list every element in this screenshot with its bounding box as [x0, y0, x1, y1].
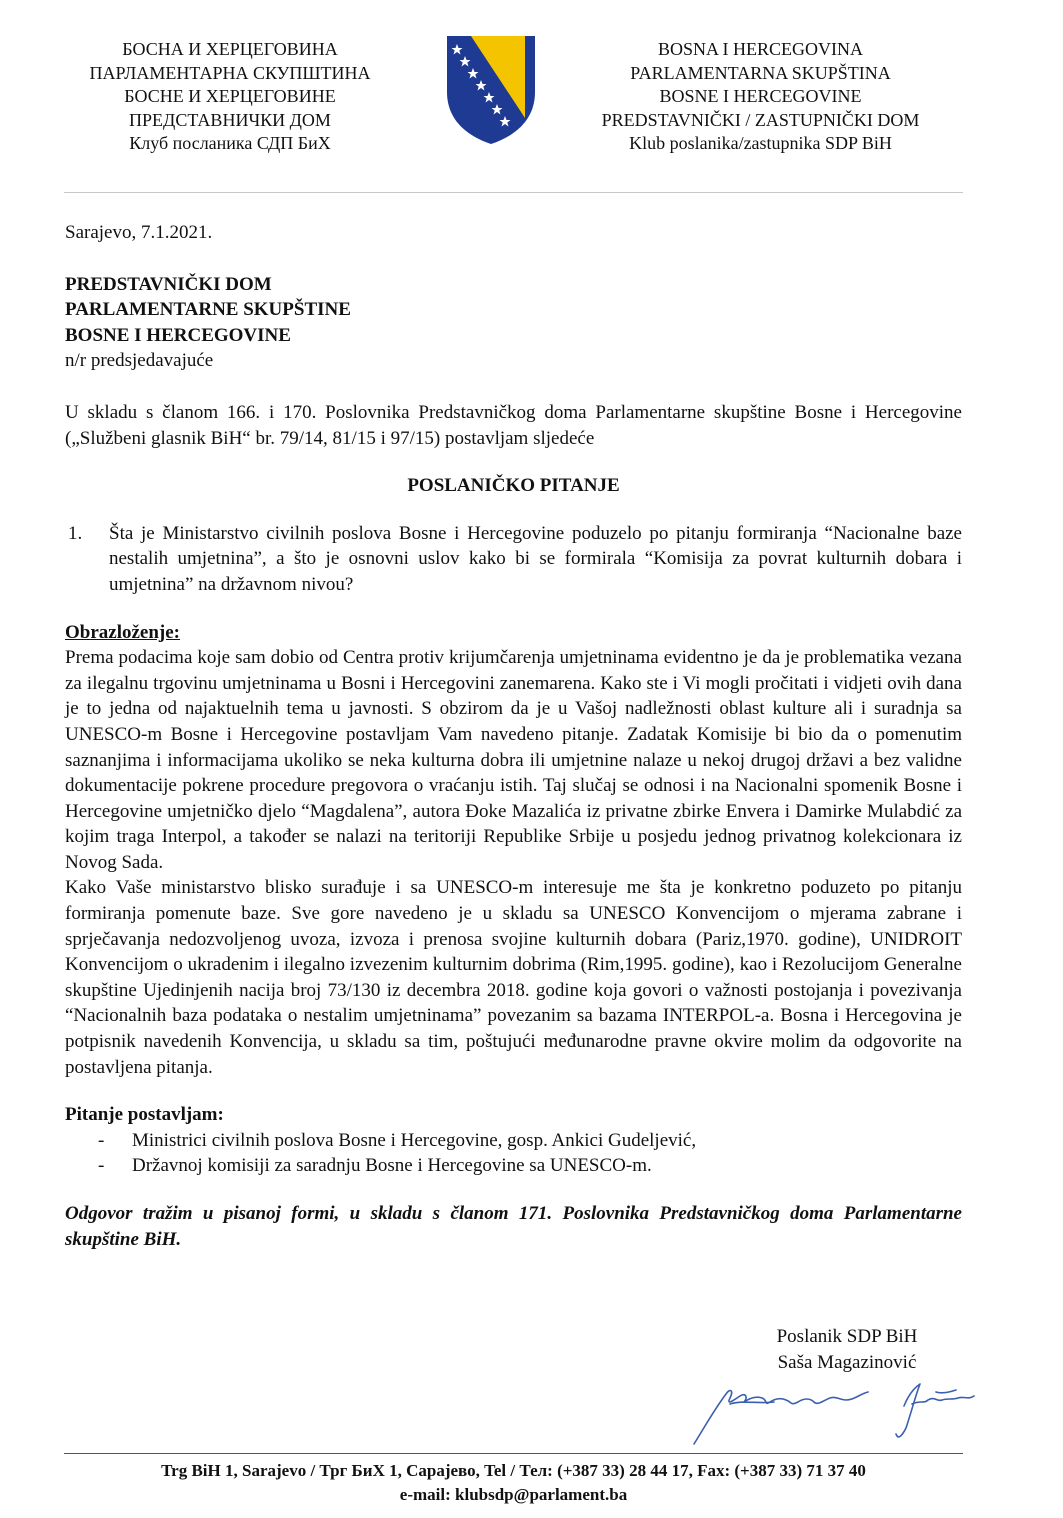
explanation-paragraph: Prema podacima koje sam dobio od Centra protiv krijumčarenja umjetninama evidentno je da je problematika vezana za ilegalnu trgovinu umjetninama u Bosni i Hercegovini zanemarena. Kako ste i Vi mogli pročitati i vidjeti ovih dana je to jedna od najaktuelnih tema u javnosti. S obzirom da je u Vašoj nadležnosti oblast kulture ali i suradnja sa UNESCO-m Bosne i Hercegovine postavljam Vam navedeno pitanje. Zadatak Komisije bi bio da o pomenutim saznanjima i informacijama ukoliko se neka kulturna dobra ili umjetnine nalaze u nekoj drugoj državi a bez validne dokumentacije pokrene procedure pregovora o vraćanju istih. Taj slučaj se odnosi i na Nacionalni spomenik Bosne i Hercegovine umjetničko djelo “Magdalena”, autora Đoke Mazalića iz privatne zbirke Envera i Damirke Mulabdić za kojim traga Interpol, a također se nalazi na teritoriji Republike Srbije u posjedu jednog privatnog kolekcionara iz Novog Sada.	[65, 647, 962, 873]
document-heading: POSLANIČKO PITANJE	[407, 475, 620, 497]
header-left-line: Клуб посланика СДП БиХ	[129, 133, 331, 153]
header-right-line: BOSNE I HERCEGOVINE	[659, 86, 862, 106]
header-left-line: ПРЕДСТАВНИЧКИ ДОМ	[129, 109, 331, 130]
header-left-cyrillic	[60, 38, 400, 156]
letter-body	[65, 220, 962, 1252]
recipients-list	[65, 1128, 962, 1179]
closing-statement: Odgovor tražim u pisanoj formi, u skladu s članom 171. Poslovnika Predstavničkog doma Parlamentarne skupštine BiH.	[65, 1203, 962, 1250]
recipient-text: Ministrici civilnih poslova Bosne i Hercegovine, gosp. Ankici Gudeljević,	[132, 1129, 697, 1151]
header-divider	[64, 192, 963, 193]
addressee-line: PREDSTAVNIČKI DOM	[65, 273, 272, 295]
signatory-name: Saša Magazinović	[777, 1351, 917, 1373]
explanation-title: Obrazloženje:	[65, 621, 181, 643]
header-right-latin	[588, 38, 933, 156]
intro-paragraph: U skladu s članom 166. i 170. Poslovnika Predstavničkog doma Parlamentarne skupštine Bosne i Hercegovine („Službeni glasnik BiH“ br. 79/14, 81/15 i 97/15) postavljam sljedeće	[65, 401, 962, 449]
addressee-line: PARLAMENTARNE SKUPŠTINE	[65, 299, 351, 321]
addressee-attention: n/r predsjedavajuće	[65, 350, 214, 372]
signature-block	[752, 1324, 942, 1375]
header-right-line: PARLAMENTARNA SKUPŠTINA	[630, 62, 891, 83]
header-left-line: БОСНА И ХЕРЦЕГОВИНА	[122, 39, 338, 59]
explanation-paragraph: Kako Vaše ministarstvo blisko surađuje i sa UNESCO-m interesuje me šta je konkretno poduzeto po pitanju formiranja pomenute baze. Sve gore navedeno je u skladu sa UNESCO Konvencijom o mjerama zabrane i sprječavanja nedozvoljenog uvoza, izvoza i prenosa svojine kulturnih dobara (Pariz,1970. godine), UNIDROIT Konvencijom o ukradenim i ilegalno izvezenim kulturnim dobrima (Rim,1995. godine), kao i Rezolucijom Generalne skupštine Ujedinjenih nacija broj 73/130 iz decembra 2018. godine koja govori o važnosti postojanja i povezivanja “Nacionalnih baza podataka o nestalim umjetninama” povezanim sa bazama INTERPOL-a. Bosna i Hercegovina je potpisnik navedenih Konvencija, u skladu sa tim, poštujući međunarodne pravne okvire molim da odgovorite na postavljena pitanja.	[65, 877, 962, 1078]
header-right-line: PREDSTAVNIČKI / ZASTUPNIČKI DOM	[601, 109, 920, 130]
recipient-text: Državnoj komisiji za saradnju Bosne i Hercegovine sa UNESCO-m.	[132, 1155, 652, 1177]
signatory-role: Poslanik SDP BiH	[776, 1326, 918, 1347]
recipients-title: Pitanje postavljam:	[65, 1104, 224, 1126]
question-text: Šta je Ministarstvo civilnih poslova Bosne i Hercegovine poduzelo po pitanju formiranja “Nacionalne baze nestalih umjetnina”, a što je osnovni uslov kako bi se formirala “Komisija za povrat kulturnih dobara i umjetnina” na državnom nivou?	[109, 522, 962, 595]
list-dash: -	[98, 1155, 105, 1177]
header-right-line: Klub poslanika/zastupnika SDP BiH	[629, 133, 892, 153]
handwritten-signature-icon	[690, 1370, 990, 1450]
recipient-item	[65, 1128, 962, 1154]
footer-address: Trg BiH 1, Sarajevo / Трг БиХ 1, Сарајево, Tel / Тел: (+387 33) 28 44 17, Fax: (+387 33) 71 37 40	[161, 1461, 866, 1480]
recipient-item	[65, 1153, 962, 1179]
addressee-block	[65, 272, 962, 374]
footer-divider	[64, 1453, 963, 1454]
coat-of-arms-icon	[445, 34, 537, 146]
question-item	[65, 521, 962, 598]
header-left-line: ПАРЛАМЕНТАРНА СКУПШТИНА	[89, 62, 371, 83]
header-left-line: БОСНЕ И ХЕРЦЕГОВИНЕ	[124, 86, 336, 106]
footer-email[interactable]: e-mail: klubsdp@parlament.ba	[399, 1485, 628, 1504]
question-number: 1.	[68, 522, 83, 544]
footer-contact	[64, 1459, 963, 1507]
list-dash: -	[98, 1129, 105, 1151]
header-right-line: BOSNA I HERCEGOVINA	[657, 39, 863, 59]
letter-date: Sarajevo, 7.1.2021.	[65, 222, 213, 243]
addressee-line: BOSNE I HERCEGOVINE	[65, 324, 291, 346]
question-list	[65, 521, 962, 598]
